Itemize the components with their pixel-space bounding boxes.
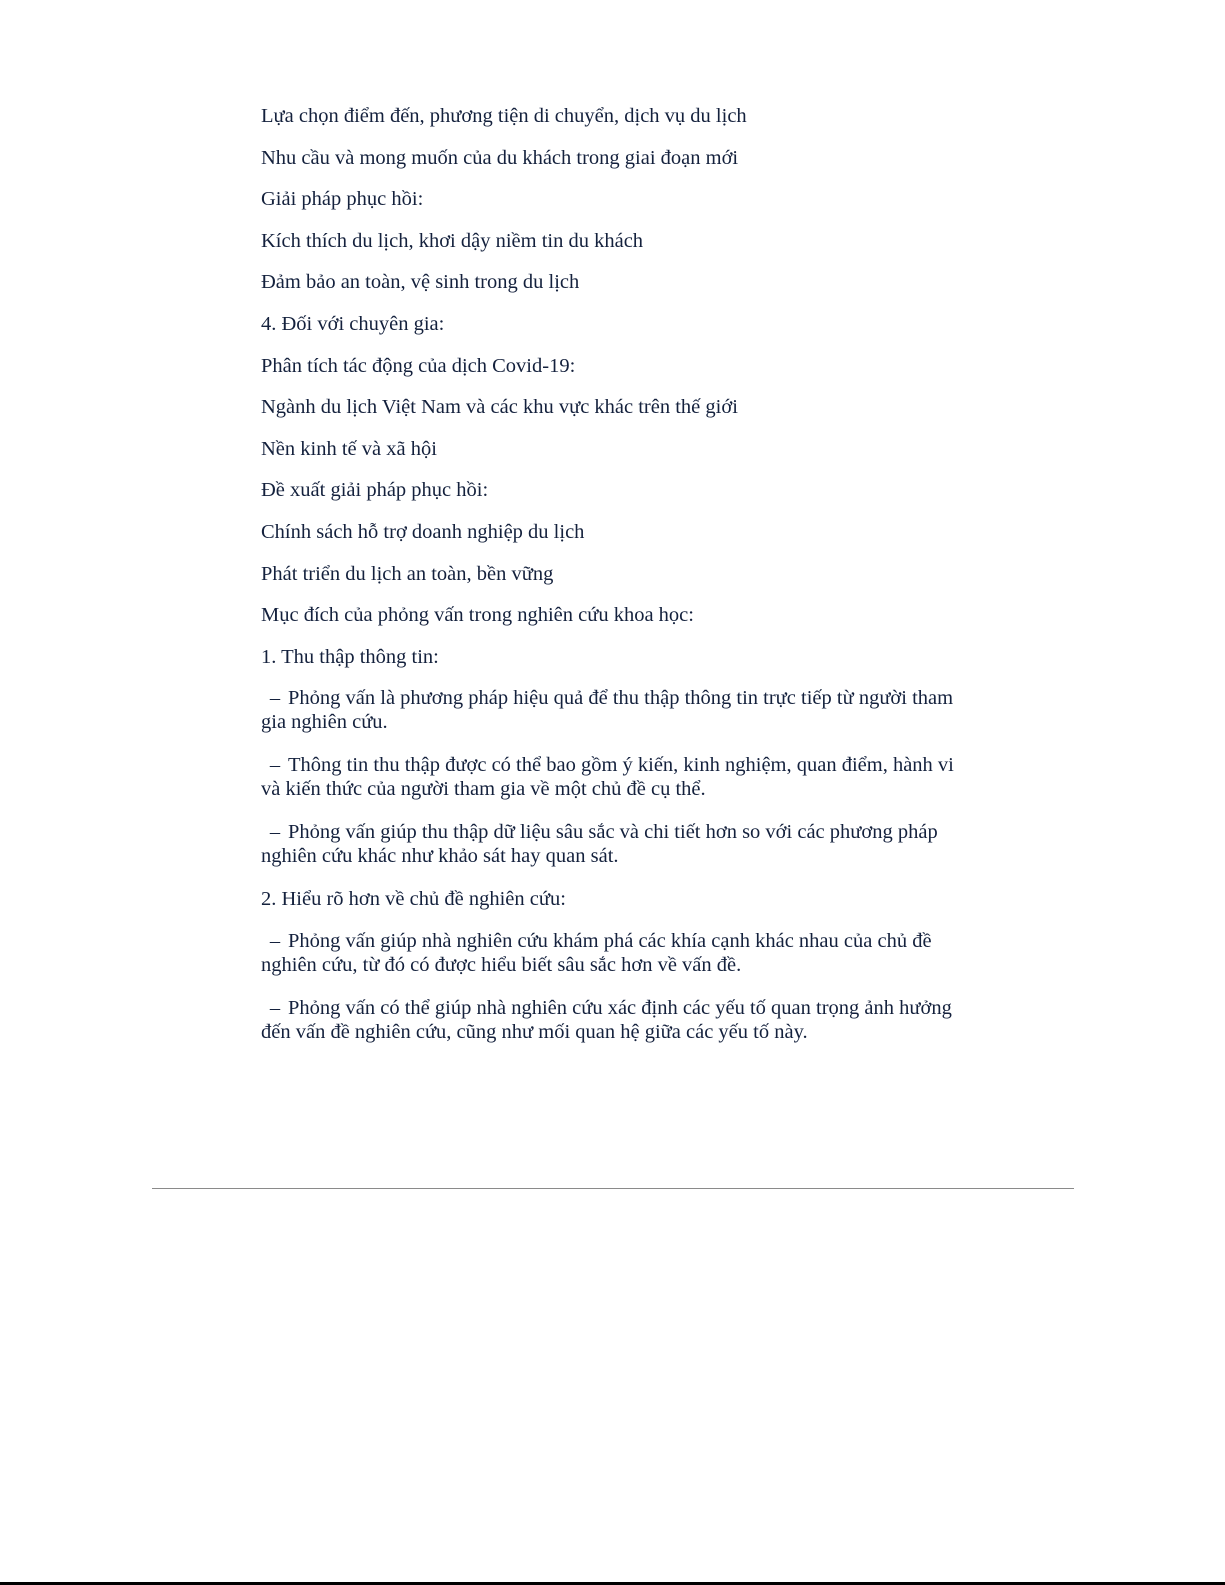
bullet-paragraph [261, 996, 961, 1044]
bullet-text: Phỏng vấn giúp nhà nghiên cứu khám phá các khía cạnh khác nhau của chủ đề nghiên cứu, từ đó có được hiểu biết sâu sắc hơn về vấn đề. [261, 929, 932, 976]
section-heading: Mục đích của phỏng vấn trong nghiên cứu khoa học: [261, 604, 694, 627]
bullet-text: Phỏng vấn giúp thu thập dữ liệu sâu sắc và chi tiết hơn so với các phương pháp nghiên cứu khác như khảo sát hay quan sát. [261, 821, 938, 868]
bullet-marker: – [269, 996, 281, 1019]
text-line: Phân tích tác động của dịch Covid-19: [261, 354, 576, 377]
section-heading: 1. Thu thập thông tin: [261, 645, 439, 668]
section-heading: 4. Đối với chuyên gia: [261, 312, 445, 335]
bullet-paragraph [261, 753, 961, 801]
text-line: Nền kinh tế và xã hội [261, 437, 437, 460]
bullet-paragraph [261, 929, 961, 977]
bullet-marker: – [269, 687, 281, 710]
bullet-text: Phỏng vấn có thể giúp nhà nghiên cứu xác định các yếu tố quan trọng ảnh hưởng đến vấn đề nghiên cứu, cũng như mối quan hệ giữa các yếu tố này. [261, 996, 952, 1043]
text-line: Đảm bảo an toàn, vệ sinh trong du lịch [261, 271, 580, 294]
bullet-marker: – [269, 754, 281, 777]
section-heading: 2. Hiểu rõ hơn về chủ đề nghiên cứu: [261, 888, 566, 911]
bullet-paragraph [261, 686, 961, 734]
text-line: Kích thích du lịch, khơi dậy niềm tin du khách [261, 229, 644, 252]
text-line: Chính sách hỗ trợ doanh nghiệp du lịch [261, 520, 585, 543]
bullet-marker: – [269, 929, 281, 952]
text-line: Ngành du lịch Việt Nam và các khu vực khác trên thế giới [261, 396, 738, 419]
bullet-text: Phỏng vấn là phương pháp hiệu quả để thu thập thông tin trực tiếp từ người tham gia nghiên cứu. [261, 687, 954, 734]
text-line: Nhu cầu và mong muốn của du khách trong giai đoạn mới [261, 146, 739, 169]
text-line: Phát triển du lịch an toàn, bền vững [261, 562, 554, 585]
text-line: Đề xuất giải pháp phục hồi: [261, 479, 489, 502]
text-line: Lựa chọn điểm đến, phương tiện di chuyển, dịch vụ du lịch [261, 105, 747, 127]
bullet-paragraph [261, 820, 961, 868]
bullet-text: Thông tin thu thập được có thể bao gồm ý kiến, kinh nghiệm, quan điểm, hành vi và kiến thức của người tham gia về một chủ đề cụ thể. [261, 754, 954, 801]
bullet-marker: – [269, 821, 281, 844]
document-body [261, 104, 961, 1063]
page-divider [152, 1188, 1074, 1189]
text-line: Giải pháp phục hồi: [261, 188, 424, 211]
